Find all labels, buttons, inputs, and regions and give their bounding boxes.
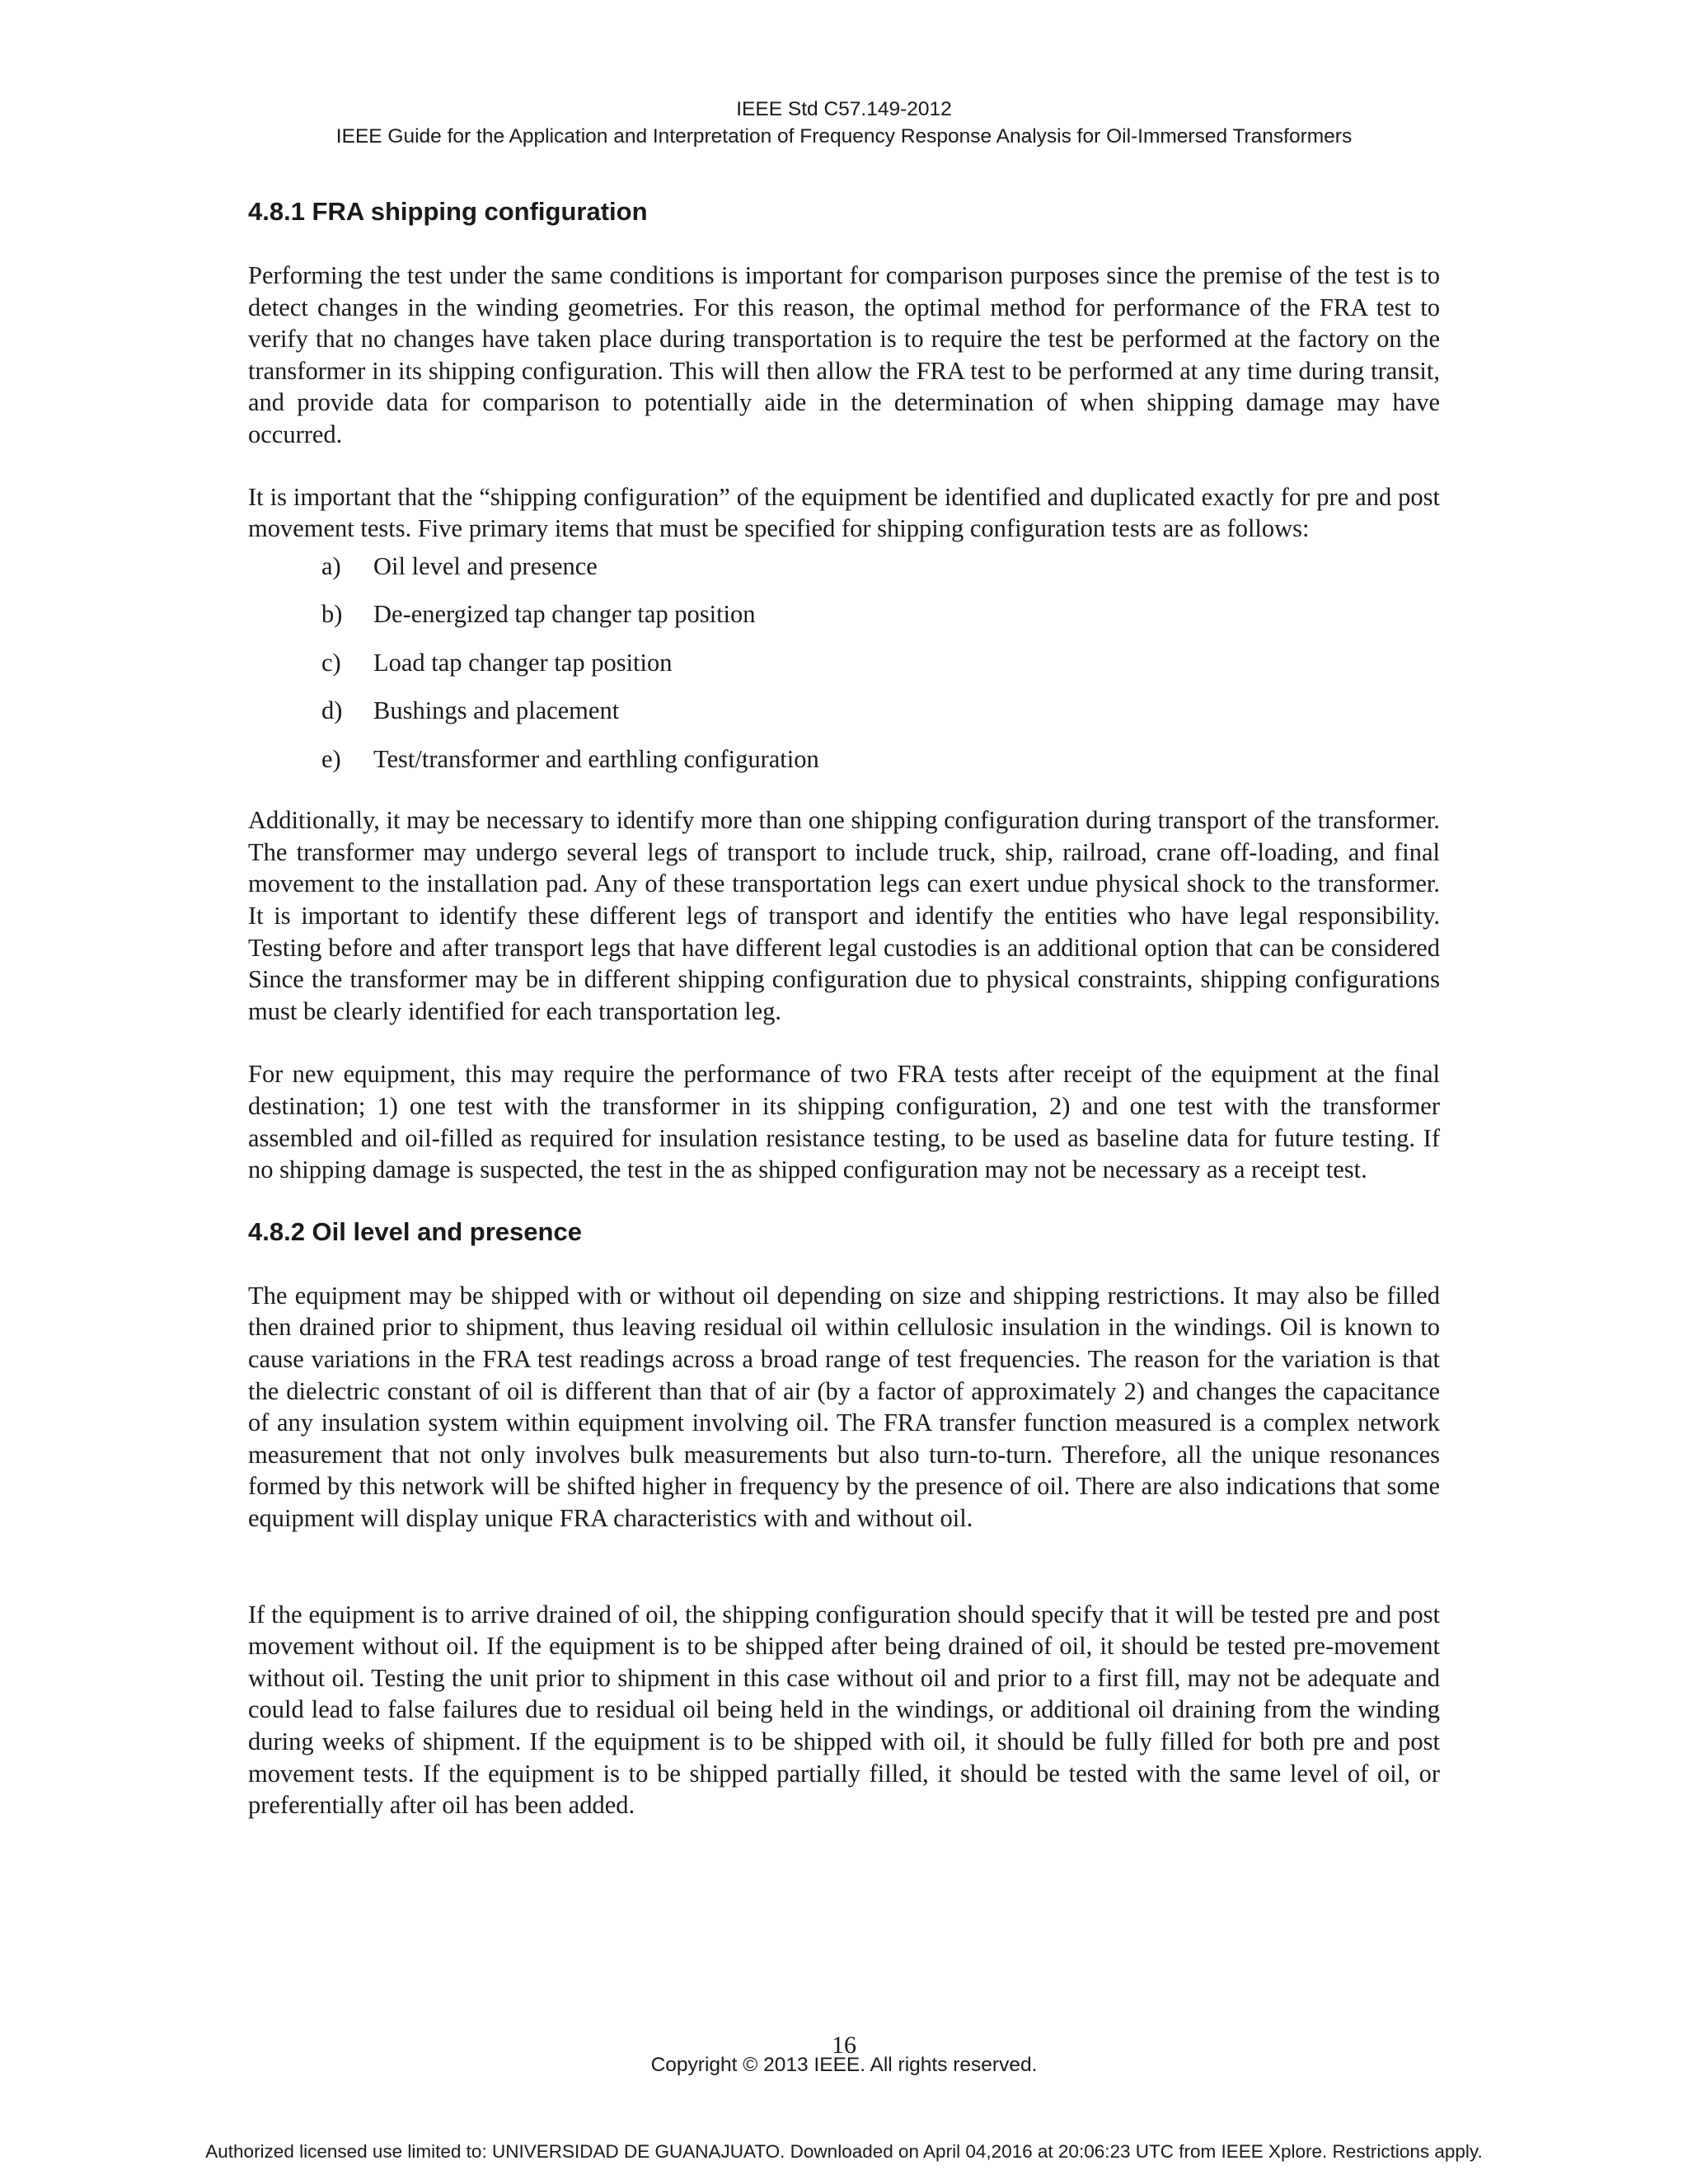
list-marker: b) — [321, 600, 343, 629]
standard-id: IEEE Std C57.149-2012 — [736, 98, 952, 120]
shipping-configuration-items — [248, 551, 1440, 792]
list-item-text: Load tap changer tap position — [373, 648, 673, 677]
paragraph: If the equipment is to arrive drained of oil, the shipping configuration should specify that it will be tested pre and post movement without oil. If the equipment is to be shipped after being drained of oil, it should be tested pre-movement without oil. Testing the unit prior to shipment in this case without oil and prior to a first fill, may not be adequate and could lead to false failures due to residual oil being held in the windings, or additional oil draining from the winding during weeks of shipment. If the equipment is to be shipped with oil, it should be fully filled for both pre and post movement tests. If the equipment is to be shipped partially filled, it should be tested with the same level of oil, or preferentially after oil has been added. — [248, 1600, 1440, 1820]
list-item — [321, 695, 1440, 743]
page-body — [248, 195, 1440, 1821]
guide-title: IEEE Guide for the Application and Interpretation of Frequency Response Analysis for Oil-Immersed Transformers — [335, 125, 1353, 148]
list-marker: d) — [321, 696, 343, 725]
paragraph: For new equipment, this may require the performance of two FRA tests after receipt of the equipment at the final destination; 1) one test with the transformer in its shipping configuration, 2) and one test with the transformer assembled and oil-filled as required for insulation resistance testing, to be used as baseline data for future testing. If no shipping damage is suspected, the test in the as shipped configuration may not be necessary as a receipt test. — [248, 1060, 1440, 1184]
list-item — [321, 647, 1440, 696]
paragraph: It is important that the “shipping configuration” of the equipment be identified and duplicated exactly for pre and post movement tests. Five primary items that must be specified for shipping configuration tests are as follows: — [248, 482, 1440, 543]
list-marker: a) — [321, 551, 341, 580]
section-heading-4-8-1: 4.8.1 FRA shipping configuration — [248, 197, 648, 226]
list-item-text: Bushings and placement — [373, 696, 620, 725]
list-item-text: De-energized tap changer tap position — [373, 600, 756, 629]
list-item — [321, 551, 1440, 599]
list-marker: e) — [321, 744, 341, 773]
list-item — [321, 598, 1440, 647]
list-marker: c) — [321, 648, 341, 677]
list-item-text: Oil level and presence — [373, 551, 598, 580]
paragraph: Additionally, it may be necessary to identify more than one shipping configuration during transport of the transformer. The transformer may undergo several legs of transport to include truck, ship, railroad, crane off-loading, and final movement to the installation pad. Any of these transportation legs can exert undue physical shock to the transformer. It is important to identify these different legs of transport and identify the entities who have legal responsibility. Testing before and after transport legs that have different legal custodies is an additional option that can be considered Since the transformer may be in different shipping configuration due to physical constraints, shipping configurations must be clearly identified for each transportation leg. — [248, 806, 1440, 1025]
list-item — [321, 743, 1440, 792]
paragraph: The equipment may be shipped with or without oil depending on size and shipping restrictions. It may also be filled then drained prior to shipment, thus leaving residual oil within cellulosic insulation in the windings. Oil is known to cause variations in the FRA test readings across a broad range of test frequencies. The reason for the variation is that the dielectric constant of oil is different than that of air (by a factor of approximately 2) and changes the capacitance of any insulation system within equipment involving oil. The FRA transfer function measured is a complex network measurement that not only involves bulk measurements but also turn-to-turn. Therefore, all the unique resonances formed by this network will be shifted higher in frequency by the presence of oil. There are also indications that some equipment will display unique FRA characteristics with and without oil. — [248, 1281, 1440, 1532]
section-heading-4-8-2: 4.8.2 Oil level and presence — [248, 1216, 582, 1246]
list-item-text: Test/transformer and earthling configuration — [373, 744, 819, 773]
paragraph: Performing the test under the same conditions is important for comparison purposes since the premise of the test is to detect changes in the winding geometries. For this reason, the optimal method for performance of the FRA test to verify that no changes have taken place during transportation is to require the test be performed at the factory on the transformer in its shipping configuration. This will then allow the FRA test to be performed at any time during transit, and provide data for comparison to potentially aide in the determination of when shipping damage may have occurred. — [248, 261, 1440, 448]
license-notice: Authorized licensed use limited to: UNIVERSIDAD DE GUANAJUATO. Downloaded on April 04,2016 at 20:06:23 UTC from IEEE Xplore. Restrictions apply. — [205, 2141, 1483, 2162]
page-number: 16 — [832, 2032, 856, 2059]
copyright-notice: Copyright © 2013 IEEE. All rights reserved. — [650, 2054, 1038, 2076]
